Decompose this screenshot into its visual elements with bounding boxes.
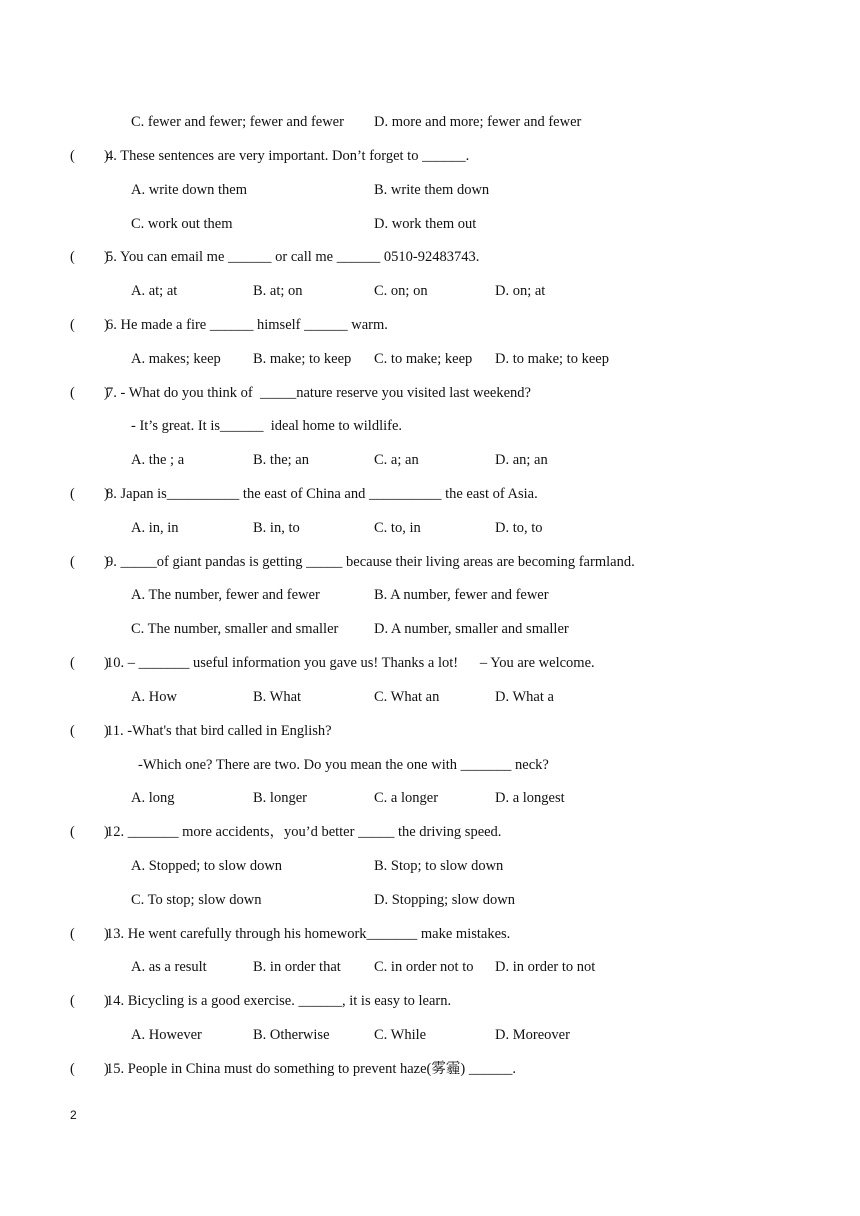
answer-blank: ( ) [70, 993, 109, 1009]
q13-option-b: B. in order that [253, 959, 341, 975]
q7-option-b: B. the; an [253, 452, 309, 468]
q4-option-b: B. write them down [374, 182, 490, 198]
q7-stem: 7. - What do you think of _____nature reserve you visited last weekend? [106, 385, 531, 401]
q13-stem: 13. He went carefully through his homework_______ make mistakes. [106, 926, 511, 942]
answer-blank: ( ) [70, 148, 109, 164]
q14-stem: 14. Bicycling is a good exercise. ______, it is easy to learn. [106, 993, 452, 1009]
q14-option-a: A. However [131, 1027, 202, 1043]
q4-stem: 4. These sentences are very important. Don’t forget to ______. [106, 148, 470, 164]
q6-option-d: D. to make; to keep [495, 351, 609, 367]
answer-blank: ( ) [70, 249, 109, 265]
answer-blank: ( ) [70, 723, 109, 739]
answer-blank: ( ) [70, 824, 109, 840]
q12-option-c: C. To stop; slow down [131, 892, 262, 908]
q10-option-a: A. How [131, 689, 177, 705]
q11-stem-reply: -Which one? There are two. Do you mean the one with _______ neck? [138, 757, 549, 773]
answer-blank: ( ) [70, 926, 109, 942]
q13-option-d: D. in order to not [495, 959, 596, 975]
answer-blank: ( ) [70, 385, 109, 401]
q8-option-b: B. in, to [253, 520, 300, 536]
q12-option-a: A. Stopped; to slow down [131, 858, 283, 874]
answer-blank: ( ) [70, 317, 109, 333]
answer-blank: ( ) [70, 1061, 109, 1077]
q9-stem: 9. _____of giant pandas is getting _____ because their living areas are becoming farmland. [106, 554, 635, 570]
q9-option-c: C. The number, smaller and smaller [131, 621, 339, 637]
q6-option-b: B. make; to keep [253, 351, 352, 367]
q6-option-a: A. makes; keep [131, 351, 221, 367]
page-number: 2 [70, 1108, 77, 1122]
q3-option-c: C. fewer and fewer; fewer and fewer [131, 114, 344, 130]
q12-option-d: D. Stopping; slow down [374, 892, 515, 908]
q4-option-a: A. write down them [131, 182, 247, 198]
q13-option-a: A. as a result [131, 959, 207, 975]
q8-option-d: D. to, to [495, 520, 543, 536]
q7-option-d: D. an; an [495, 452, 548, 468]
q5-option-a: A. at; at [131, 283, 178, 299]
q10-stem: 10. – _______ useful information you gave us! Thanks a lot! – You are welcome. [106, 655, 595, 671]
q11-option-b: B. longer [253, 790, 307, 806]
q5-stem: 5. You can email me ______ or call me ______ 0510-92483743. [106, 249, 480, 265]
q11-option-c: C. a longer [374, 790, 439, 806]
q8-stem: 8. Japan is__________ the east of China and __________ the east of Asia. [106, 486, 538, 502]
q7-stem-reply: - It’s great. It is______ ideal home to wildlife. [131, 418, 403, 434]
q9-option-b: B. A number, fewer and fewer [374, 587, 549, 603]
q9-option-a: A. The number, fewer and fewer [131, 587, 320, 603]
q5-option-c: C. on; on [374, 283, 428, 299]
q5-option-d: D. on; at [495, 283, 546, 299]
q8-option-a: A. in, in [131, 520, 179, 536]
q7-option-a: A. the ; a [131, 452, 185, 468]
q12-option-b: B. Stop; to slow down [374, 858, 504, 874]
q9-option-d: D. A number, smaller and smaller [374, 621, 569, 637]
q6-option-c: C. to make; keep [374, 351, 473, 367]
q14-option-b: B. Otherwise [253, 1027, 330, 1043]
q13-option-c: C. in order not to [374, 959, 474, 975]
q14-option-d: D. Moreover [495, 1027, 570, 1043]
q4-option-d: D. work them out [374, 216, 477, 232]
q7-option-c: C. a; an [374, 452, 419, 468]
q10-option-d: D. What a [495, 689, 554, 705]
q11-option-d: D. a longest [495, 790, 565, 806]
q8-option-c: C. to, in [374, 520, 421, 536]
answer-blank: ( ) [70, 486, 109, 502]
q4-option-c: C. work out them [131, 216, 233, 232]
q3-option-d: D. more and more; fewer and fewer [374, 114, 582, 130]
answer-blank: ( ) [70, 554, 109, 570]
q11-stem: 11. -What's that bird called in English? [106, 723, 332, 739]
q12-stem: 12. _______ more accidents，you’d better _____ the driving speed. [106, 824, 502, 840]
q10-option-c: C. What an [374, 689, 440, 705]
q11-option-a: A. long [131, 790, 175, 806]
q15-stem: 15. People in China must do something to prevent haze(雾霾) ______. [106, 1061, 516, 1077]
q10-option-b: B. What [253, 689, 302, 705]
q14-option-c: C. While [374, 1027, 427, 1043]
q6-stem: 6. He made a fire ______ himself ______ warm. [106, 317, 388, 333]
q5-option-b: B. at; on [253, 283, 303, 299]
answer-blank: ( ) [70, 655, 109, 671]
